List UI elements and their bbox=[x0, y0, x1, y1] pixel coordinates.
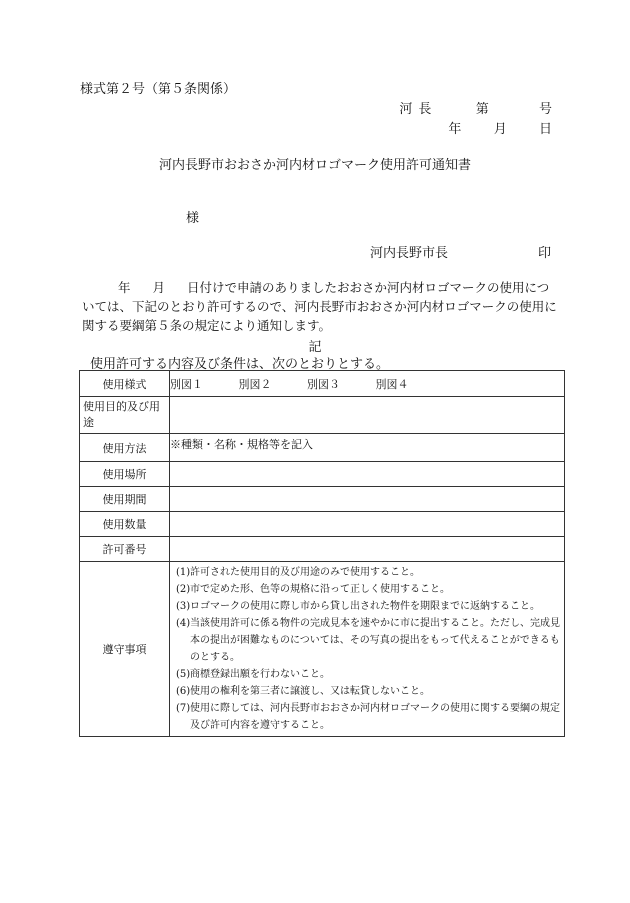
row-label: 使用場所 bbox=[80, 462, 170, 487]
para-year: 年 bbox=[118, 280, 131, 295]
rule-number: (1) bbox=[176, 567, 191, 578]
rule-text: 使用の権利を第三者に譲渡し、又は転貸しないこと。 bbox=[190, 686, 430, 697]
table-row bbox=[80, 562, 565, 737]
reference-number-line bbox=[399, 98, 552, 117]
table-row bbox=[80, 434, 565, 462]
list-item bbox=[176, 700, 560, 734]
date-year: 年 bbox=[448, 122, 462, 137]
table-row bbox=[80, 512, 565, 537]
rule-text: 許可された使用目的及び用途のみで使用すること。 bbox=[190, 567, 420, 578]
ref-prefix: 河長 bbox=[399, 102, 438, 117]
rule-number: (2) bbox=[176, 584, 191, 595]
rule-number: (3) bbox=[176, 601, 191, 612]
list-item bbox=[176, 666, 560, 683]
addressee-suffix: 様 bbox=[186, 211, 200, 226]
row-label: 使用数量 bbox=[80, 512, 170, 537]
row-value bbox=[170, 487, 565, 512]
figure-option-3: 別図３ bbox=[307, 377, 340, 391]
permit-details-table bbox=[79, 370, 565, 737]
rules-cell bbox=[170, 562, 565, 737]
table-row bbox=[80, 462, 565, 487]
list-item bbox=[176, 564, 560, 581]
conditions-intro: 使用許可する内容及び条件は、次のとおりとする。 bbox=[90, 357, 390, 372]
ref-dai: 第 bbox=[475, 102, 489, 117]
list-item bbox=[176, 581, 560, 598]
row-value bbox=[170, 512, 565, 537]
table-row bbox=[80, 537, 565, 562]
rule-number: (7) bbox=[176, 703, 191, 714]
list-item bbox=[176, 615, 560, 666]
rule-text: 当該使用許可に係る物件の完成見本を速やかに市に提出すること。ただし、完成見本の提出が困難なものについては、その写真の提出をもって代えることができるものとする。 bbox=[190, 618, 560, 663]
table-row bbox=[80, 487, 565, 512]
rule-text: 商標登録出願を行わないこと。 bbox=[190, 669, 330, 680]
date-month: 月 bbox=[493, 122, 507, 137]
rule-text: 使用に際しては、河内長野市おおさか河内材ロゴマークの使用に関する要綱の規定及び許可内容を遵守すること。 bbox=[190, 703, 560, 731]
row-value bbox=[170, 397, 565, 434]
figure-option-2: 別図２ bbox=[238, 377, 272, 391]
rule-number: (4) bbox=[176, 618, 191, 629]
row-value bbox=[170, 462, 565, 487]
row-value bbox=[170, 537, 565, 562]
rule-number: (6) bbox=[176, 686, 191, 697]
ki-heading: 記 bbox=[308, 340, 322, 355]
figure-option-1: 別図１ bbox=[170, 377, 203, 391]
issuer-name: 河内長野市長 bbox=[370, 246, 449, 261]
form-number: 様式第２号（第５条関係） bbox=[80, 82, 237, 97]
figure-options bbox=[170, 371, 565, 397]
notice-paragraph bbox=[82, 278, 557, 335]
seal-mark: 印 bbox=[538, 246, 552, 261]
para-body: 日付けで申請のありましたおおさか河内材ロゴマークの使用については、下記のとおり許可するので、河内長野市おおさか河内材ロゴマークの使用に関する要綱第５条の規定により通知します。 bbox=[82, 280, 557, 333]
row-label: 許可番号 bbox=[80, 537, 170, 562]
ref-go: 号 bbox=[538, 102, 552, 117]
list-item bbox=[176, 683, 560, 700]
row-label: 使用様式 bbox=[80, 371, 170, 397]
document-title: 河内長野市おおさか河内材ロゴマーク使用許可通知書 bbox=[158, 158, 471, 173]
rules-list bbox=[170, 562, 564, 736]
para-month: 月 bbox=[152, 280, 166, 295]
rule-text: 市で定めた形、色等の規格に沿って正しく使用すること。 bbox=[190, 584, 450, 595]
date-day: 日 bbox=[538, 122, 552, 137]
date-line bbox=[448, 118, 552, 137]
row-label: 使用期間 bbox=[80, 487, 170, 512]
figure-option-4: 別図４ bbox=[375, 377, 409, 391]
rule-text: ロゴマークの使用に際し市から貸し出された物件を期限までに返納すること。 bbox=[190, 601, 540, 612]
row-label: 使用方法 bbox=[80, 434, 170, 462]
table-row bbox=[80, 397, 565, 434]
rules-label: 遵守事項 bbox=[80, 562, 170, 737]
table-row bbox=[80, 371, 565, 397]
row-label: 使用目的及び用途 bbox=[80, 397, 170, 434]
row-value: ※種類・名称・規格等を記入 bbox=[170, 434, 565, 462]
rule-number: (5) bbox=[176, 669, 191, 680]
list-item bbox=[176, 598, 560, 615]
